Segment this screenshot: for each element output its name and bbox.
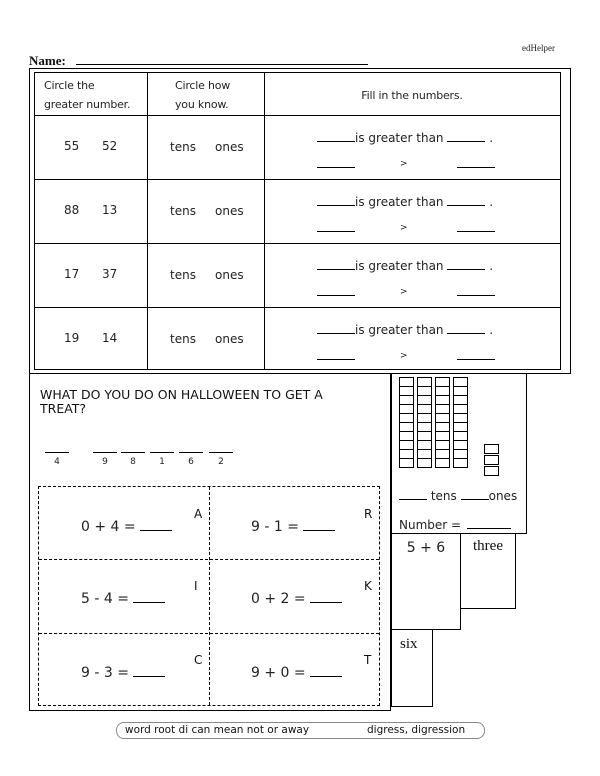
tens-rod xyxy=(435,377,450,468)
phrase: is greater than xyxy=(355,323,444,337)
answer-blank[interactable] xyxy=(317,348,355,360)
answer-blank[interactable] xyxy=(317,156,355,168)
row-divider xyxy=(35,307,560,308)
header-text: Circle the xyxy=(44,79,95,92)
period: . xyxy=(489,131,494,145)
tens-option[interactable]: tens xyxy=(170,332,196,346)
header-circle-how xyxy=(175,76,230,114)
rod-unit xyxy=(453,458,468,468)
name-input-line[interactable] xyxy=(76,64,368,65)
number-b[interactable]: 13 xyxy=(102,203,118,217)
tens-blank[interactable] xyxy=(399,488,427,500)
ones-cube xyxy=(484,444,499,454)
header-text: Circle how xyxy=(175,79,231,92)
cipher-blank[interactable]: 9 xyxy=(93,452,117,467)
rod-unit xyxy=(435,458,450,468)
greater-symbol: > xyxy=(400,223,408,233)
greater-symbol: > xyxy=(400,159,408,169)
cipher-letter: T xyxy=(364,653,372,667)
base-ten-section xyxy=(391,373,527,534)
card-three: three xyxy=(460,533,516,609)
period: . xyxy=(489,259,494,273)
cipher-blank[interactable]: 8 xyxy=(121,452,145,467)
period: . xyxy=(489,195,494,209)
cipher-letter: C xyxy=(194,653,203,667)
equation xyxy=(251,589,342,607)
ones-cube xyxy=(484,466,499,476)
equation-answer-blank[interactable] xyxy=(303,517,335,531)
answer-blank[interactable] xyxy=(317,194,355,206)
rod-unit xyxy=(417,458,432,468)
equation-answer-blank[interactable] xyxy=(310,663,342,677)
cipher-blank[interactable]: 6 xyxy=(179,452,203,467)
tens-label: tens xyxy=(430,489,457,503)
equation-answer-blank[interactable] xyxy=(310,589,342,603)
brand-label: edHelper xyxy=(522,43,555,53)
cipher-letter: K xyxy=(364,579,372,593)
answer-blank[interactable] xyxy=(457,284,495,296)
row-divider xyxy=(35,243,560,244)
number-answer xyxy=(399,517,511,532)
number-label: Number = xyxy=(399,518,462,532)
column-divider xyxy=(264,73,265,369)
cipher-letter: I xyxy=(194,579,198,593)
greater-than-sentence xyxy=(317,130,493,145)
equation-text: 0 + 4 = xyxy=(81,519,136,535)
tens-rod xyxy=(399,377,414,468)
name-label: Name: xyxy=(29,53,66,68)
answer-blank[interactable] xyxy=(447,130,485,142)
ones-option[interactable]: ones xyxy=(215,268,244,282)
number-blank[interactable] xyxy=(467,517,511,529)
answer-blank[interactable] xyxy=(447,194,485,206)
number-a[interactable]: 17 xyxy=(64,267,80,281)
equation-text: 9 + 0 = xyxy=(251,665,306,681)
answer-blank[interactable] xyxy=(317,258,355,270)
tens-rod xyxy=(417,377,432,468)
riddle-question: WHAT DO YOU DO ON HALLOWEEN TO GET A TREAT? xyxy=(40,387,323,416)
tens-ones-answer xyxy=(399,488,517,503)
greater-than-sentence xyxy=(317,258,493,273)
cipher-letter: A xyxy=(194,507,203,521)
equation-text: 0 + 2 = xyxy=(251,591,306,607)
word-root-examples: digress, digression xyxy=(367,724,466,736)
row-divider xyxy=(35,115,560,116)
answer-blank[interactable] xyxy=(457,348,495,360)
ones-option[interactable]: ones xyxy=(215,332,244,346)
number-b[interactable]: 37 xyxy=(102,267,118,281)
tens-option[interactable]: tens xyxy=(170,268,196,282)
ones-option[interactable]: ones xyxy=(215,140,244,154)
equation-text: 5 - 4 = xyxy=(81,591,129,607)
answer-blank[interactable] xyxy=(317,322,355,334)
answer-blank[interactable] xyxy=(457,156,495,168)
cipher-letter: R xyxy=(364,507,373,521)
grid-divider xyxy=(39,633,379,634)
header-circle-greater xyxy=(44,76,130,114)
phrase: is greater than xyxy=(355,195,444,209)
answer-blank[interactable] xyxy=(447,322,485,334)
greater-symbol: > xyxy=(400,351,408,361)
column-divider xyxy=(147,73,148,369)
equation xyxy=(81,589,165,607)
row-divider xyxy=(35,179,560,180)
ones-blank[interactable] xyxy=(461,488,489,500)
number-b[interactable]: 14 xyxy=(102,331,118,345)
card-six: six xyxy=(391,629,433,707)
equation-text: 9 - 1 = xyxy=(251,519,299,535)
compare-table xyxy=(34,72,561,370)
header-fill-numbers: Fill in the numbers. xyxy=(361,89,463,102)
ones-option[interactable]: ones xyxy=(215,204,244,218)
cipher-blank[interactable]: 1 xyxy=(150,452,174,467)
rod-unit xyxy=(399,458,414,468)
tens-rod xyxy=(453,377,468,468)
answer-blank[interactable] xyxy=(447,258,485,270)
ones-cube xyxy=(484,455,499,465)
header-text: greater number. xyxy=(44,98,131,111)
tens-option[interactable]: tens xyxy=(170,140,196,154)
period: . xyxy=(489,323,494,337)
cipher-blank[interactable]: 4 xyxy=(45,452,69,467)
card-sum: 5 + 6 xyxy=(391,533,461,630)
answer-blank[interactable] xyxy=(317,284,355,296)
phrase: is greater than xyxy=(355,259,444,273)
cipher-blank[interactable]: 2 xyxy=(209,452,233,467)
greater-than-sentence xyxy=(317,194,493,209)
number-a[interactable]: 55 xyxy=(64,139,80,153)
tens-option[interactable]: tens xyxy=(170,204,196,218)
problem-grid xyxy=(38,486,380,706)
header-text: you know. xyxy=(175,98,229,111)
number-a[interactable]: 88 xyxy=(64,203,80,217)
number-a[interactable]: 19 xyxy=(64,331,80,345)
answer-blank[interactable] xyxy=(317,130,355,142)
phrase: is greater than xyxy=(355,131,444,145)
answer-blank[interactable] xyxy=(317,220,355,232)
equation-answer-blank[interactable] xyxy=(140,517,172,531)
answer-blank[interactable] xyxy=(457,220,495,232)
equation-answer-blank[interactable] xyxy=(133,589,165,603)
grid-divider xyxy=(39,559,379,560)
word-root-banner xyxy=(116,722,485,739)
equation xyxy=(251,663,342,681)
equation xyxy=(81,663,165,681)
equation-answer-blank[interactable] xyxy=(133,663,165,677)
ones-label: ones xyxy=(488,489,518,503)
greater-symbol: > xyxy=(400,287,408,297)
equation xyxy=(251,517,335,535)
equation-text: 9 - 3 = xyxy=(81,665,129,681)
greater-than-sentence xyxy=(317,322,493,337)
word-root-text: word root di can mean not or away xyxy=(125,724,310,736)
grid-divider xyxy=(209,487,210,705)
number-b[interactable]: 52 xyxy=(102,139,118,153)
equation xyxy=(81,517,172,535)
